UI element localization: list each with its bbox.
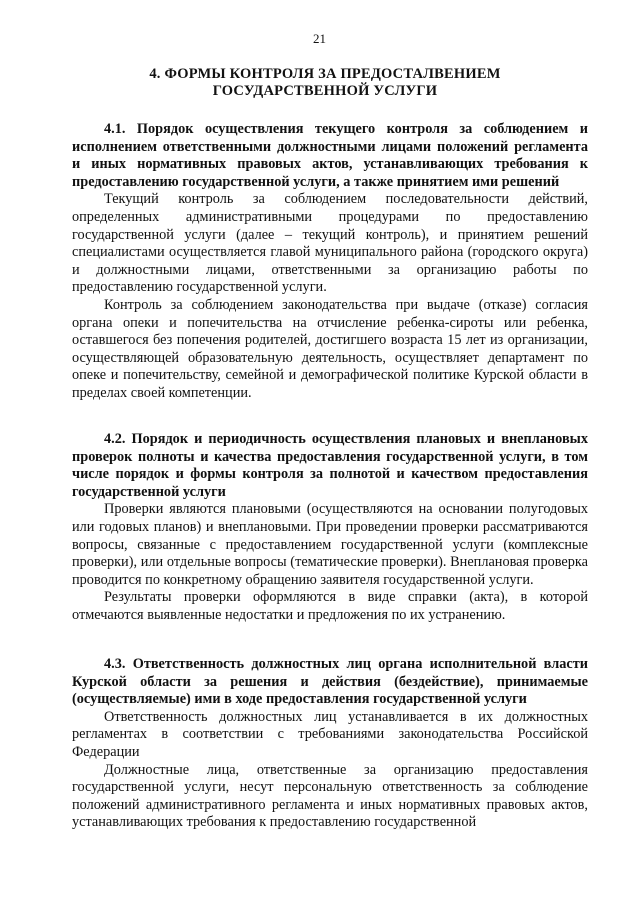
subsection-4-1 bbox=[72, 121, 588, 403]
paragraph: Ответственность должностных лиц устанавливается в их должностных регламентах в соответствии с требованиями законодательства Российской Федерации bbox=[72, 708, 588, 760]
section-title-line-2: ГОСУДАРСТВЕННОЙ УСЛУГИ bbox=[212, 83, 438, 99]
subsection-heading: 4.2. Порядок и периодичность осуществления плановых и внеплановых проверок полноты и качества предоставления государственной услуги, в том числе порядок и формы контроля за полнотой и качеством предоставления государственной услуги bbox=[72, 431, 588, 500]
subsection-heading: 4.1. Порядок осуществления текущего контроля за соблюдением и исполнением ответственными должностными лицами положений регламента и иных нормативных правовых актов, устанавливающих требования к предоставлению государственной услуги, а также принятием ими решений bbox=[72, 121, 588, 190]
paragraph: Текущий контроль за соблюдением последовательности действий, определенных административными процедурами по предоставлению государственной услуги (далее – текущий контроль), и принятием решений специалистами осуществляется главой муниципального района (городского округа) и должностными лицами, ответственными за организацию работы по предоставлению государственной услуги. bbox=[72, 191, 588, 296]
subsection-4-3 bbox=[72, 656, 588, 832]
paragraph: Результаты проверки оформляются в виде справки (акта), в которой отмечаются выявленные недостатки и предложения по их устранению. bbox=[72, 589, 588, 623]
subsection-heading: 4.3. Ответственность должностных лиц органа исполнительной власти Курской области за решения и действия (бездействие), принимаемые (осуществляемые) ими в ходе предоставления государственной услуги bbox=[72, 656, 588, 708]
paragraph: Должностные лица, ответственные за организацию предоставления государственной услуги, несут персональную ответственность за соблюдение положений административного регламента и иных нормативных правовых актов, устанавливающих требования к предоставлению государственной bbox=[72, 761, 588, 831]
section-title-line-1: 4. ФОРМЫ КОНТРОЛЯ ЗА ПРЕДОСТАЛВЕНИЕМ bbox=[149, 66, 501, 82]
section-title bbox=[120, 66, 530, 100]
page-number: 21 bbox=[313, 31, 326, 46]
subsection-4-2 bbox=[72, 431, 588, 625]
paragraph: Контроль за соблюдением законодательства при выдаче (отказе) согласия органа опеки и попечительства на отчисление ребенка-сироты или ребенка, оставшегося без попечения родителей, достигшего возраста 15 лет из организации, осуществляющей образовательную деятельность, осуществляет департамент по опеке и попечительству, семейной и демографической политике Курской области в пределах своей компетенции. bbox=[72, 296, 588, 401]
paragraph: Проверки являются плановыми (осуществляются на основании полугодовых или годовых планов) и внеплановыми. При проведении проверки рассматриваются вопросы, связанные с предоставлением государственной услуги (комплексные проверки), или отдельные вопросы (тематические проверки). Внеплановая проверка проводится по конкретному обращению заявителя государственной услуги. bbox=[72, 501, 588, 588]
